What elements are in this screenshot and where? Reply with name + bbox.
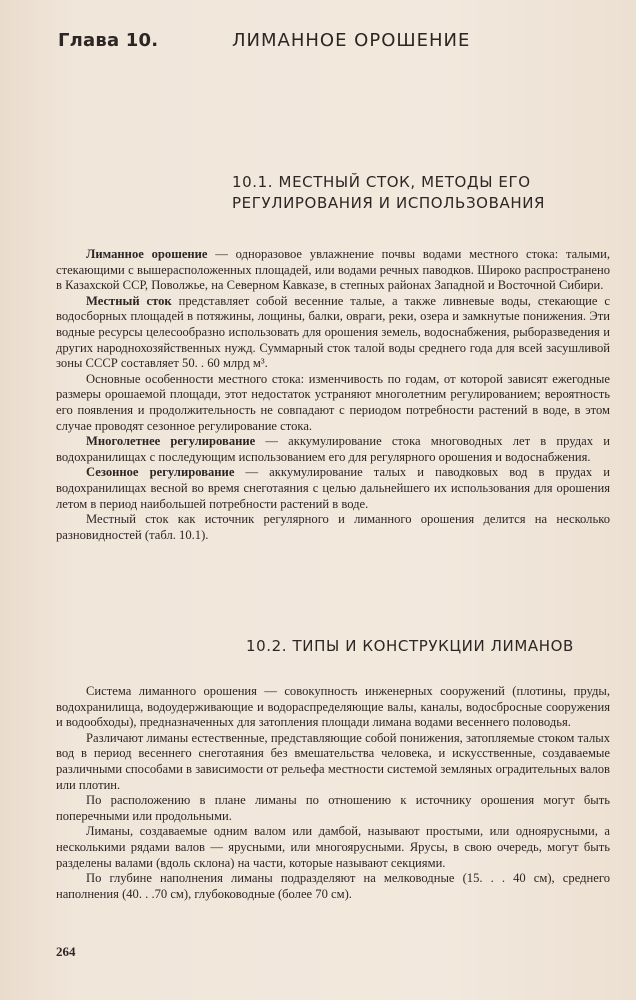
term: Сезонное регулирование <box>86 465 235 480</box>
paragraph-text: — одноразовое увлажнение почвы водами местного стока: талыми, стекающими с вышерасположенных площадей, или водами речных паводков. Широко распространено в Казахской ССР, Поволжье, на Северном Кавказе, в степных районах Западной и Восточной Сибири. <box>56 247 610 293</box>
paragraph-text: представляет собой весенние талые, а также ливневые воды, стекающие с водосборных площадей в потяжины, лощины, балки, овраги, реки, озера и замкнутые понижения. Эти водные ресурсы целесообразно использовать для орошения земель, водоснабжения, рыборазведения и других народнохозяйственных нужд. Суммарный сток талой воды среднего года для всей засушливой зоны СССР составляет 50. . 60 млрд м³. <box>56 293 610 371</box>
paragraph <box>56 434 610 465</box>
paragraph <box>56 871 610 902</box>
section-heading-10-2: 10.2. ТИПЫ И КОНСТРУКЦИИ ЛИМАНОВ <box>246 637 574 655</box>
term: Многолетнее регулирование <box>86 434 256 449</box>
paragraph <box>56 684 610 731</box>
paragraph <box>56 793 610 824</box>
paragraph <box>56 372 610 434</box>
paragraph <box>56 465 610 512</box>
paragraph <box>56 512 610 543</box>
page-header <box>58 30 596 60</box>
paragraph <box>56 247 610 294</box>
term: Лиманное орошение <box>86 247 208 261</box>
paragraph-text: — аккумулирование талых и паводковых вод в прудах и водохранилищах весной во время снеготаяния с целью дальнейшего их использования для орошения летом в период наибольшей потребности растений в воде. <box>56 465 611 511</box>
paragraph-text: — аккумулирование стока многоводных лет в прудах и водохранилищах с последующим использованием его для регулярного орошения и водоснабжения. <box>56 434 610 464</box>
paragraph-text: Различают лиманы естественные, представляющие собой понижения, затопляемые стоком талых вод в период весеннего снеготаяния без вмешательства человека, и искусственные, создаваемые различными способами в зависимости от рельефа местности системой земляных оградительных валов или плотин. <box>56 730 610 792</box>
paragraph-text: Основные особенности местного стока: изменчивость по годам, от которой зависят ежегодные размеры орошаемой площади, этот недостаток устраняют многолетним регулированием; вероятность его появления и продолжительность не совпадают с периодом потребности растений в воде, в этом случае проводят сезонное регулирование стока. <box>56 371 610 433</box>
paragraph <box>56 824 610 871</box>
chapter-label: Глава 10. <box>58 30 159 51</box>
paragraph-text: Местный сток как источник регулярного и лиманного орошения делится на несколько разновидностей (табл. 10.1). <box>56 512 610 542</box>
paragraph <box>56 731 610 793</box>
section-10-1-body <box>56 247 610 543</box>
section-10-2-body <box>56 684 610 902</box>
paragraph <box>56 294 610 372</box>
paragraph-text: Система лиманного орошения — совокупность инженерных сооружений (плотины, пруды, водохранилища, водоудерживающие и водораспределяющие валы, каналы, водосбросные сооружения и водообходы), предназначенных для затопления площади лимана водами весеннего половодья. <box>56 684 610 730</box>
paragraph-text: По глубине наполнения лиманы подразделяют на мелководные (15. . . 40 см), среднего наполнения (40. . .70 см), глубоководные (более 70 см). <box>56 871 610 901</box>
term: Местный сток <box>86 293 172 308</box>
section-heading-10-1: 10.1. МЕСТНЫЙ СТОК, МЕТОДЫ ЕГО РЕГУЛИРОВАНИЯ И ИСПОЛЬЗОВАНИЯ <box>232 173 546 212</box>
paragraph-text: По расположению в плане лиманы по отношению к источнику орошения могут быть поперечными или продольными. <box>56 793 610 823</box>
page-number: 264 <box>56 944 76 959</box>
paragraph-text: Лиманы, создаваемые одним валом или дамбой, называют простыми, или одноярусными, а несколькими рядами валов — ярусными, или многоярусными. Ярусы, в свою очередь, могут быть разделены валами (вдоль склона) на части, которые называют секциями. <box>56 824 610 870</box>
chapter-title: ЛИМАННОЕ ОРОШЕНИЕ <box>232 30 471 51</box>
